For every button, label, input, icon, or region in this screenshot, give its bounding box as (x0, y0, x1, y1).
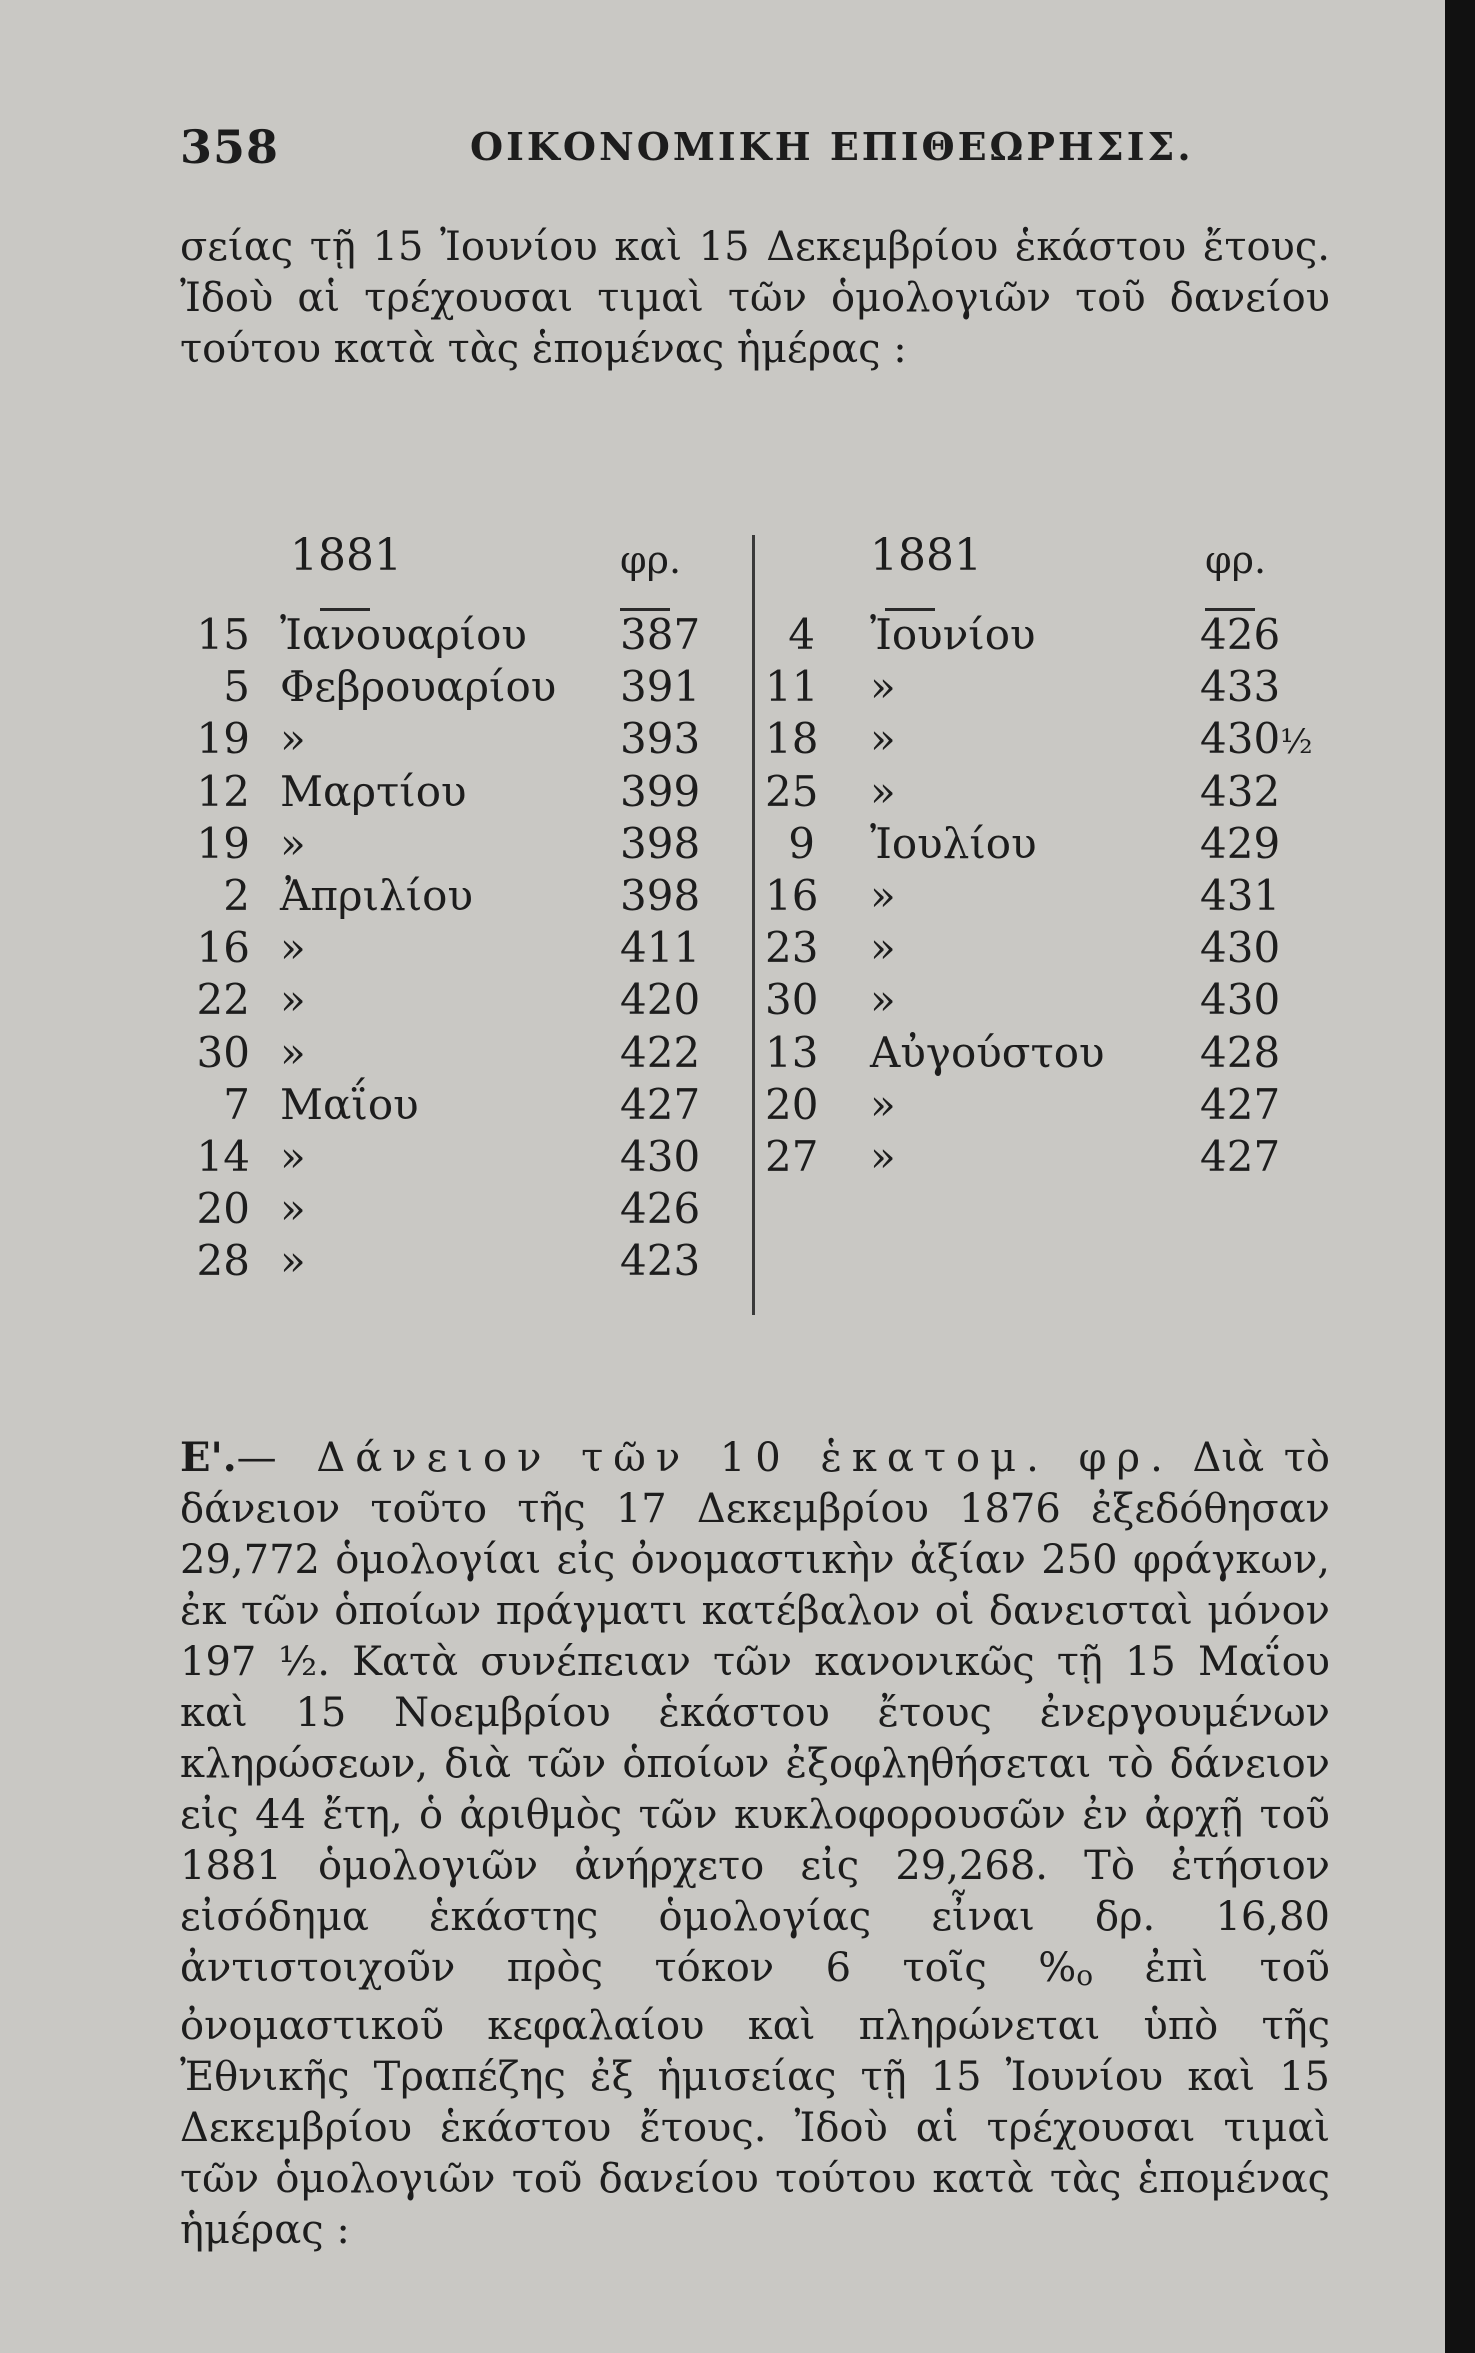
date-month: » (280, 1027, 306, 1077)
date-month: » (280, 1131, 306, 1181)
date-month: » (280, 1184, 306, 1234)
currency-label: φρ. (620, 538, 682, 582)
date-month: Αὐγούστου (870, 1027, 1105, 1077)
date-month: Ἰουλίου (870, 818, 1037, 868)
date-day: 7 (223, 1079, 250, 1129)
page-number: 358 (180, 120, 280, 174)
price-value (620, 871, 700, 920)
price-value (620, 610, 700, 659)
price-number: 393 (620, 714, 701, 764)
year-label: 1881 (290, 530, 402, 581)
date-month: Μαΐου (280, 1079, 419, 1129)
date-day: 9 (788, 818, 815, 868)
price-number: 411 (620, 923, 701, 973)
price-value (620, 819, 700, 868)
price-value (620, 662, 700, 711)
table-row (765, 975, 1285, 1027)
table-row (190, 975, 720, 1027)
price-value (620, 1184, 700, 1233)
price-value (1200, 975, 1280, 1024)
date-day: 4 (788, 610, 815, 659)
section-body-b: . Κατὰ συνέπειαν τῶν κανονικῶς τῇ 15 Μαΐου καὶ 15 Νοεμβρίου ἑκάστου ἔτους ἐνεργουμένων κληρώσεων, διὰ τῶν ὁποίων ἐξοφληθήσεται τὸ δάνειον εἰς 44 ἔτη, ὁ ἀριθμὸς τῶν κυκλοφορουσῶν ἐν ἀρχῇ τοῦ 1881 ὁμολογιῶν ἀνήρχετο εἰς 29,268. Τὸ ἐτήσιον εἰσόδημα ἑκάστης ὁμολογίας εἶναι δρ. 16,80 ἀντιστοιχοῦν πρὸς τόκον 6 τοῖς % (180, 1639, 1330, 1991)
table-header-right (765, 530, 1285, 610)
table-row (765, 767, 1285, 819)
price-value (1200, 1132, 1280, 1181)
price-fraction: ½ (1280, 722, 1313, 762)
date-day: 20 (765, 1079, 819, 1129)
price-value (620, 1132, 700, 1181)
date-month: » (870, 923, 896, 973)
date-month: Φεβρουαρίου (280, 662, 557, 712)
price-number: 426 (1200, 610, 1281, 659)
table-row (190, 1028, 720, 1080)
date-month: » (870, 1079, 896, 1129)
date-day: 16 (196, 923, 250, 973)
date-day: 14 (196, 1131, 250, 1181)
price-value (620, 1236, 700, 1285)
table-row (190, 1132, 720, 1184)
date-day: 23 (765, 923, 819, 973)
table-row (765, 1132, 1285, 1184)
price-number: 391 (620, 662, 701, 712)
price-number: 427 (1200, 1131, 1281, 1181)
table-row (765, 662, 1285, 714)
date-month: Ἀπριλίου (280, 870, 473, 920)
price-value (620, 714, 700, 763)
price-value (1200, 714, 1313, 763)
price-number: 423 (620, 1236, 701, 1286)
date-month: » (280, 923, 306, 973)
table-row (190, 1236, 720, 1288)
intro-paragraph: σείας τῇ 15 Ἰουνίου καὶ 15 Δεκεμβρίου ἑκάστου ἔτους. Ἰδοὺ αἱ τρέχουσαι τιμαὶ τῶν ὁμολογιῶν τοῦ δανείου τούτου κατὰ τὰς ἑπομένας ἡμέρας : (180, 224, 1330, 372)
date-day: 27 (765, 1131, 819, 1181)
date-day: 19 (196, 714, 250, 764)
date-day: 30 (765, 975, 819, 1025)
fraction-half: ½ (278, 1639, 318, 1685)
price-value (620, 923, 700, 972)
price-number: 398 (620, 870, 701, 920)
price-number: 399 (620, 766, 701, 816)
price-number: 429 (1200, 818, 1281, 868)
date-month: » (280, 1236, 306, 1286)
section-body-c: ἐπὶ τοῦ ὀνομαστικοῦ κεφαλαίου καὶ πληρώνεται ὑπὸ τῆς Ἐθνικῆς Τραπέζης ἐξ ἡμισείας τῇ 15 Ἰουνίου καὶ 15 Δεκεμβρίου ἑκάστου ἔτους. Ἰδοὺ αἱ τρέχουσαι τιμαὶ τῶν ὁμολογιῶν τοῦ δανείου τούτου κατὰ τὰς ἑπομένας ἡμέρας : (180, 1945, 1330, 2254)
currency-label: φρ. (1205, 538, 1267, 582)
page-edge-shadow (1445, 0, 1475, 2353)
section-paragraph: Ε'.— Δάνειον τῶν 10 ἑκατομ. φρ. Διὰ τὸ δάνειον τοῦτο τῆς 17 Δεκεμβρίου 1876 ἐξεδόθησαν 29,772 ὁμολογίαι εἰς ὀνομαστικὴν ἀξίαν 250 φράγκων, ἐκ τῶν ὁποίων πράγματι κατέβαλον οἱ δανεισταὶ μόνον 197 ½. Κατὰ συνέπειαν τῶν κανονικῶς τῇ 15 Μαΐου καὶ 15 Νοεμβρίου ἑκάστου ἔτους ἐνεργουμένων κληρώσεων, διὰ τῶν ὁποίων ἐξοφληθήσεται τὸ δάνειον εἰς 44 ἔτη, ὁ ἀριθμὸς τῶν κυκλοφορουσῶν ἐν ἀρχῇ τοῦ 1881 ὁμολογιῶν ἀνήρχετο εἰς 29,268. Τὸ ἐτήσιον εἰσόδημα ἑκάστης ὁμολογίας εἶναι δρ. 16,80 ἀντιστοιχοῦν πρὸς τόκον 6 τοῖς %o ἐπὶ τοῦ ὀνομαστικοῦ κεφαλαίου καὶ πληρώνεται ὑπὸ τῆς Ἐθνικῆς Τραπέζης ἐξ ἡμισείας τῇ 15 Ἰουνίου καὶ 15 Δεκεμβρίου ἑκάστου ἔτους. Ἰδοὺ αἱ τρέχουσαι τιμαὶ τῶν ὁμολογιῶν τοῦ δανείου τούτου κατὰ τὰς ἑπομένας ἡμέρας : (180, 1434, 1330, 2254)
price-number: 432 (1200, 766, 1281, 816)
date-month: » (870, 662, 896, 712)
table-row (765, 1028, 1285, 1080)
date-month: » (280, 975, 306, 1025)
price-number: 426 (620, 1184, 701, 1234)
price-value (620, 1080, 700, 1129)
column-divider (752, 535, 755, 1315)
date-day: 22 (196, 975, 250, 1025)
date-day: 30 (196, 1027, 250, 1077)
price-value (1200, 819, 1280, 868)
price-value (1200, 767, 1280, 816)
price-value (1200, 1028, 1280, 1077)
price-value (1200, 610, 1280, 659)
table-row (190, 1184, 720, 1236)
section-body-a: Διὰ τὸ δάνειον τοῦτο τῆς 17 Δεκεμβρίου 1876 ἐξεδόθησαν 29,772 ὁμολογίαι εἰς ὀνομαστικὴν ἀξίαν 250 φράγκων, ἐκ τῶν ὁποίων πράγματι κατέβαλον οἱ δανεισταὶ μόνον 197 (180, 1435, 1330, 1685)
date-day: 19 (196, 818, 250, 868)
date-day: 2 (223, 870, 250, 920)
price-table-left (190, 530, 720, 1288)
date-day: 5 (223, 662, 250, 712)
price-value (1200, 923, 1280, 972)
price-number: 420 (620, 975, 701, 1025)
date-month: » (280, 714, 306, 764)
date-day: 25 (765, 766, 819, 816)
table-row (765, 714, 1313, 766)
price-number: 398 (620, 818, 701, 868)
date-day: 12 (196, 766, 250, 816)
price-value (620, 1028, 700, 1077)
price-value (620, 975, 700, 1024)
date-month: » (870, 714, 896, 764)
price-number: 430 (620, 1131, 701, 1181)
date-day: 20 (196, 1184, 250, 1234)
date-month: » (870, 766, 896, 816)
price-number: 422 (620, 1027, 701, 1077)
table-row (765, 871, 1285, 923)
table-row (190, 610, 720, 662)
date-day: 13 (765, 1027, 819, 1077)
date-month: » (870, 1131, 896, 1181)
date-month: Ἰανουαρίου (280, 610, 527, 659)
price-table-right (765, 530, 1313, 1184)
table-row (190, 714, 720, 766)
price-value (1200, 662, 1280, 711)
price-value (1200, 871, 1280, 920)
table-row (765, 1080, 1285, 1132)
price-number: 430 (1200, 923, 1281, 973)
price-number: 387 (620, 610, 701, 659)
table-row (190, 662, 720, 714)
price-number: 433 (1200, 662, 1281, 712)
date-month: Ἰουνίου (870, 610, 1036, 659)
section-heading: — Δάνειον τῶν 10 ἑκατομ. φρ. (236, 1435, 1173, 1481)
table-row (190, 871, 720, 923)
table-row (190, 767, 720, 819)
price-number: 428 (1200, 1027, 1281, 1077)
date-month: » (870, 870, 896, 920)
price-number: 430 (1200, 714, 1281, 764)
date-month: Μαρτίου (280, 766, 467, 816)
date-month: » (280, 818, 306, 868)
price-value (1200, 1080, 1280, 1129)
price-number: 431 (1200, 870, 1281, 920)
table-row (190, 819, 720, 871)
table-row (765, 610, 1285, 662)
year-label: 1881 (870, 530, 982, 581)
price-number: 427 (620, 1079, 701, 1129)
table-row (765, 819, 1285, 871)
date-day: 15 (196, 610, 250, 659)
date-day: 18 (765, 714, 819, 764)
table-header-left (190, 530, 720, 610)
table-row (190, 1080, 720, 1132)
price-value (620, 767, 700, 816)
date-day: 11 (765, 662, 819, 712)
section-label: Ε'. (180, 1434, 237, 1481)
date-day: 28 (196, 1236, 250, 1286)
running-title: ΟΙΚΟΝΟΜΙΚΗ ΕΠΙΘΕΩΡΗΣΙΣ. (470, 124, 1194, 169)
date-day: 16 (765, 870, 819, 920)
date-month: » (870, 975, 896, 1025)
price-number: 430 (1200, 975, 1281, 1025)
table-row (190, 923, 720, 975)
page-header (180, 120, 1320, 190)
price-number: 427 (1200, 1079, 1281, 1129)
table-row (765, 923, 1285, 975)
